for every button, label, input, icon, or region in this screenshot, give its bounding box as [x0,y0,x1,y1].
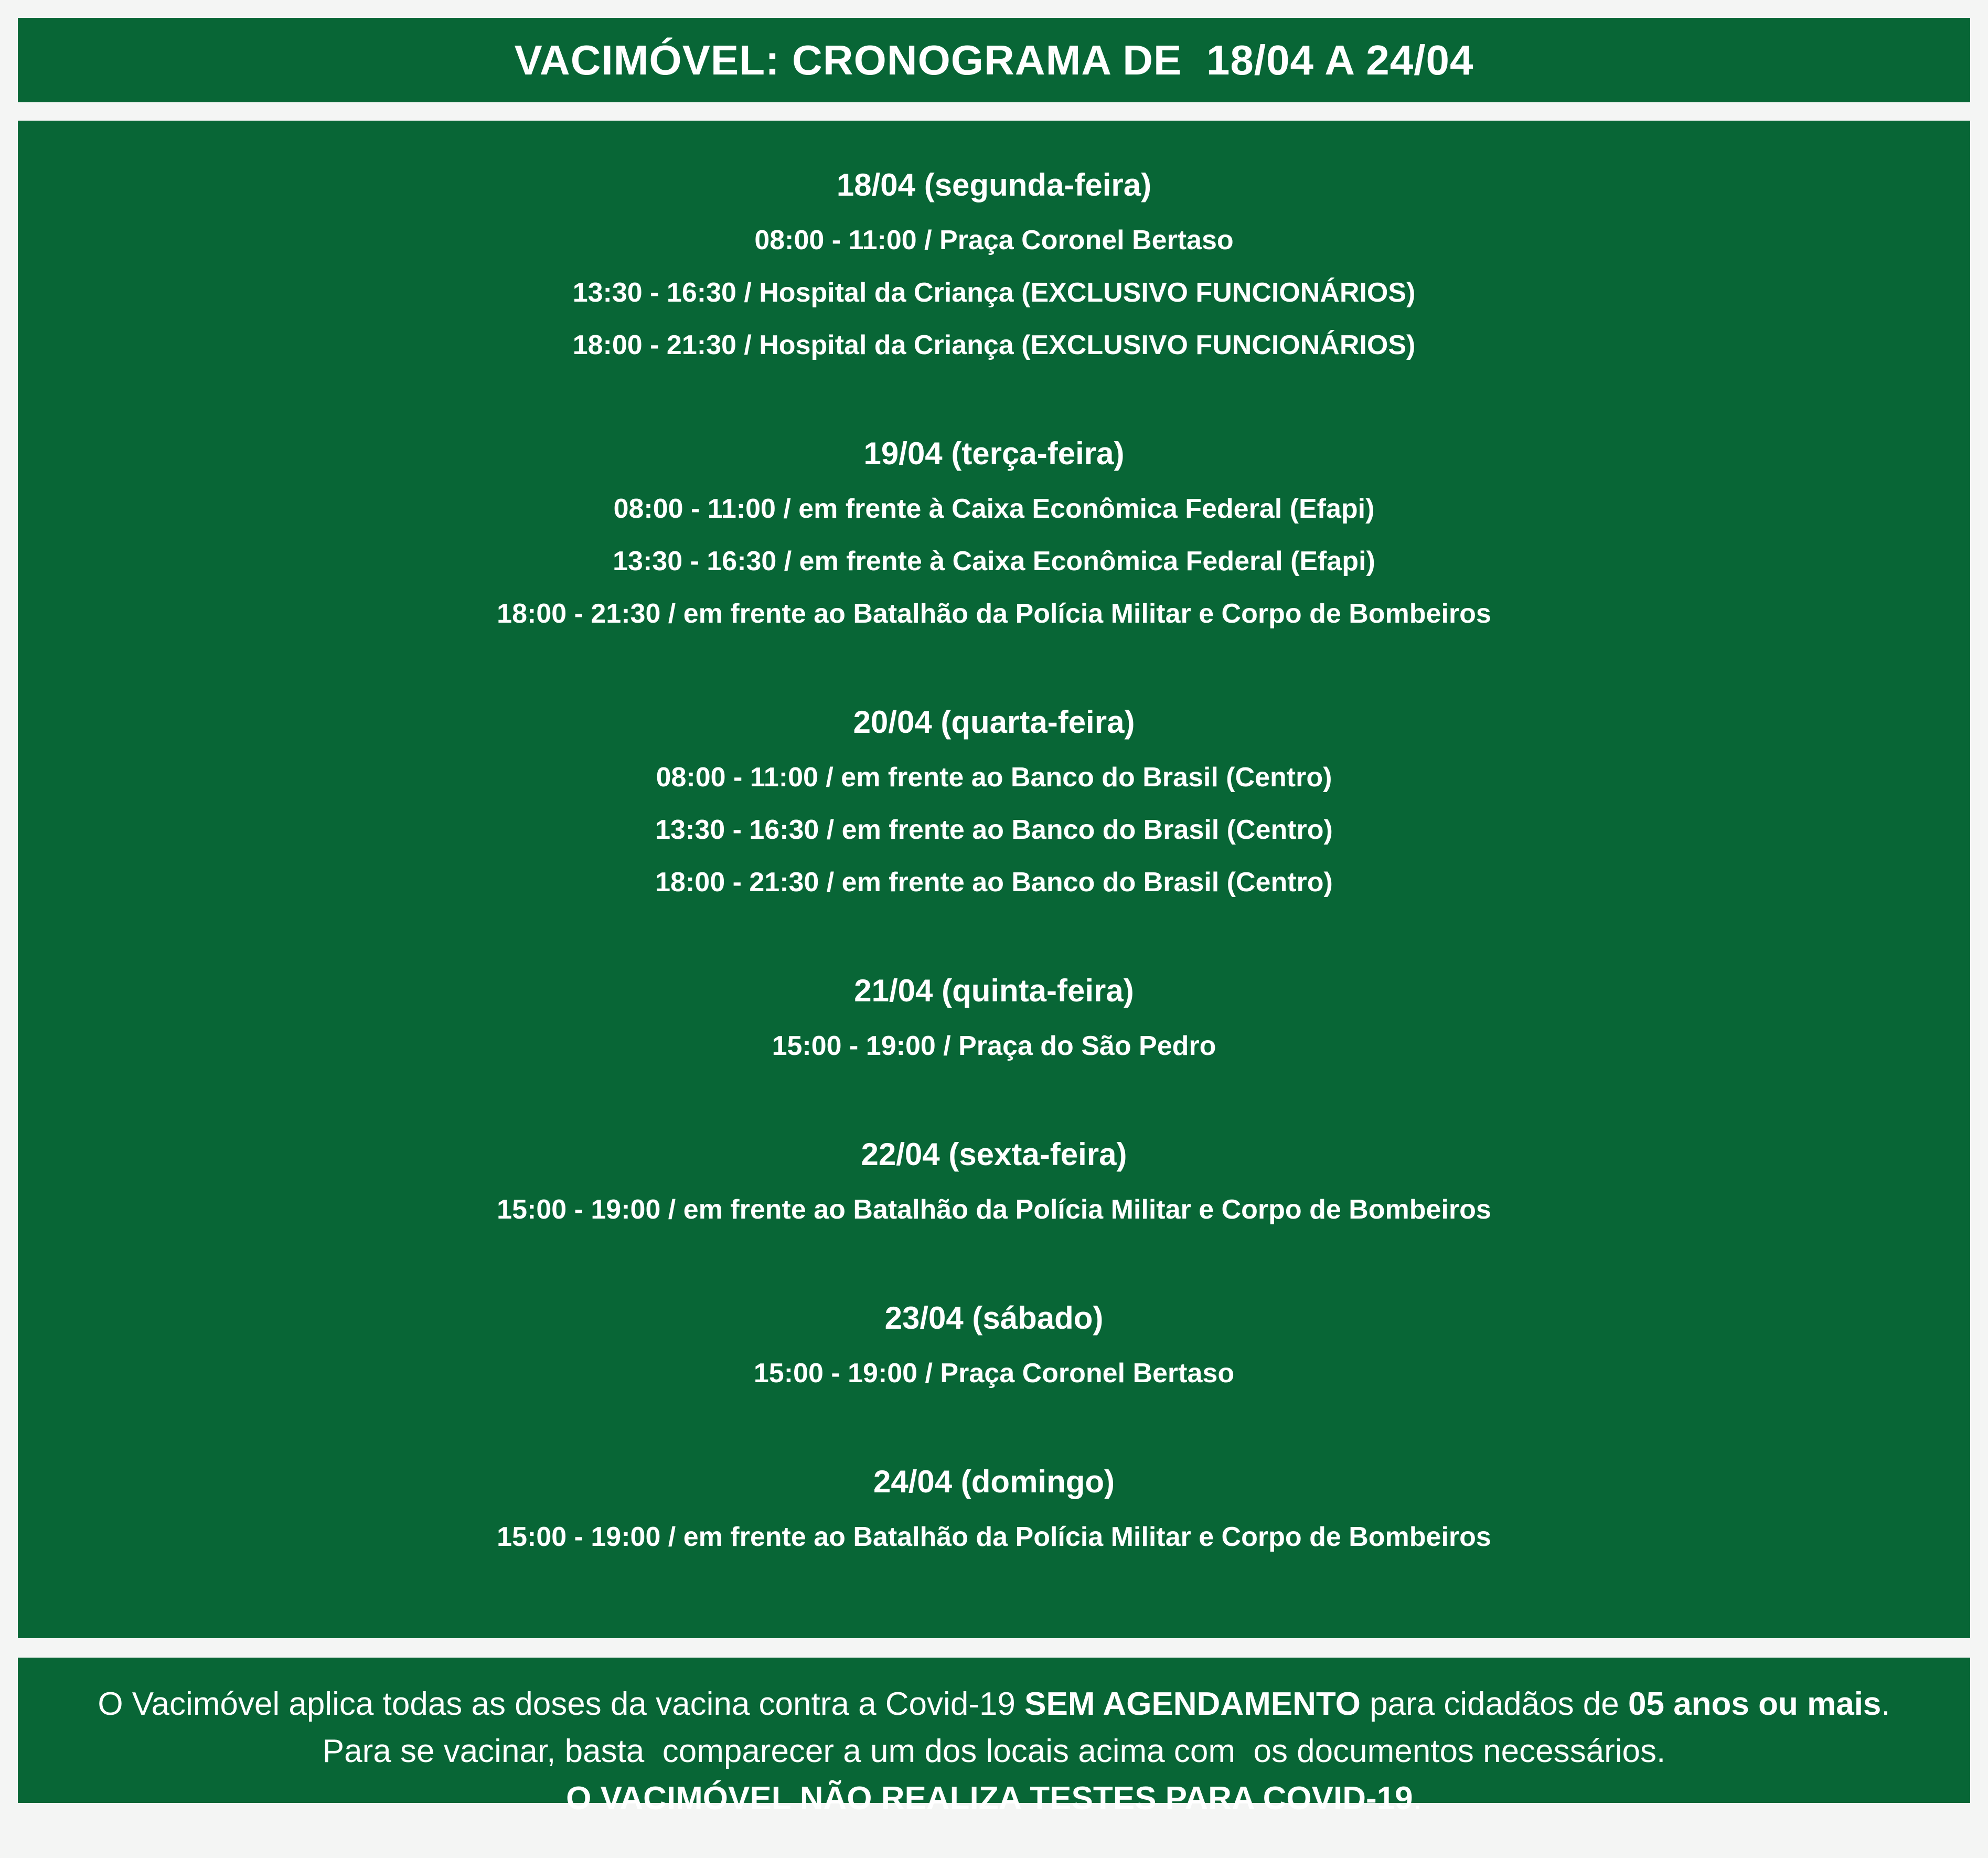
title-banner [18,18,1970,102]
time-slot: 13:30 - 16:30 / em frente ao Banco do Brasil (Centro) [655,815,1333,845]
time-slot: 08:00 - 11:00 / Praça Coronel Bertaso [754,225,1234,255]
day-heading: 21/04 (quinta-feira) [854,973,1134,1008]
day-block-19-04 [18,430,1970,640]
no-testing-notice: O VACIMÓVEL NÃO REALIZA TESTES PARA COVID-19 [566,1780,1413,1817]
day-block-24-04 [18,1458,1970,1563]
time-slot: 13:30 - 16:30 / em frente à Caixa Econômica Federal (Efapi) [613,546,1375,576]
day-block-20-04 [18,699,1970,909]
time-slot: 08:00 - 11:00 / em frente à Caixa Econômica Federal (Efapi) [613,494,1375,524]
day-heading: 24/04 (domingo) [873,1464,1115,1499]
time-slot: 15:00 - 19:00 / em frente ao Batalhão da Polícia Militar e Corpo de Bombeiros [497,1194,1491,1225]
footer-line-2: Para se vacinar, basta comparecer a um dos locais acima com os documentos necessários. [322,1733,1666,1769]
time-slot: 18:00 - 21:30 / Hospital da Criança (EXCLUSIVO FUNCIONÁRIOS) [572,330,1416,360]
day-heading: 18/04 (segunda-feira) [836,167,1152,202]
day-heading: 20/04 (quarta-feira) [853,704,1135,740]
time-slot: 13:30 - 16:30 / Hospital da Criança (EXCLUSIVO FUNCIONÁRIOS) [572,277,1416,308]
info-footer [18,1658,1970,1817]
time-slot: 08:00 - 11:00 / em frente ao Banco do Brasil (Centro) [656,762,1332,793]
day-block-22-04 [18,1131,1970,1236]
time-slot: 18:00 - 21:30 / em frente ao Banco do Brasil (Centro) [655,867,1333,898]
schedule-panel [18,121,1970,1638]
footer-text: . [1881,1686,1890,1722]
day-block-23-04 [18,1295,1970,1400]
no-appointment-emphasis: SEM AGENDAMENTO [1024,1686,1361,1722]
time-slot: 15:00 - 19:00 / em frente ao Batalhão da Polícia Militar e Corpo de Bombeiros [497,1522,1491,1552]
footer-line-3 [18,1775,1970,1822]
footer-line-1 [18,1681,1970,1728]
footer-text: para cidadãos de [1360,1686,1628,1722]
day-heading: 19/04 (terça-feira) [863,436,1125,471]
day-heading: 22/04 (sexta-feira) [861,1137,1127,1172]
day-heading: 23/04 (sábado) [884,1300,1104,1336]
day-block-21-04 [18,967,1970,1072]
age-emphasis: 05 anos ou mais [1628,1686,1882,1722]
time-slot: 18:00 - 21:30 / em frente ao Batalhão da Polícia Militar e Corpo de Bombeiros [497,599,1491,629]
page-title: VACIMÓVEL: CRONOGRAMA DE 18/04 A 24/04 [514,36,1474,83]
time-slot: 15:00 - 19:00 / Praça do São Pedro [772,1031,1216,1061]
footer-text: . [1413,1780,1422,1817]
day-block-18-04 [18,162,1970,371]
footer-text: O Vacimóvel aplica todas as doses da vacina contra a Covid-19 [98,1686,1025,1722]
time-slot: 15:00 - 19:00 / Praça Coronel Bertaso [753,1358,1235,1389]
